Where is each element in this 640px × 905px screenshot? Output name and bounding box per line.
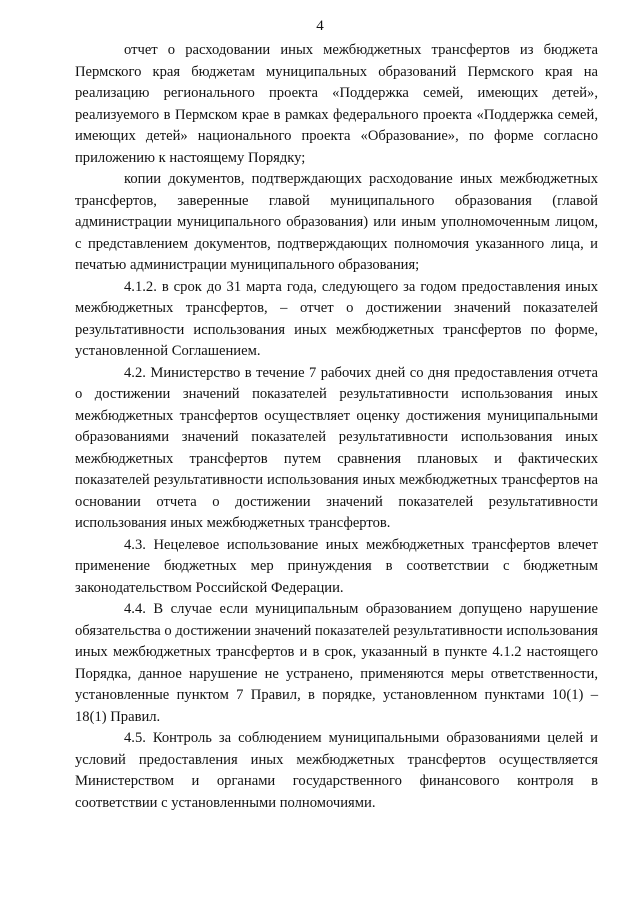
paragraph-4-3: 4.3. Нецелевое использование иных межбюджетных трансфертов влечет применение бюджетных мер принуждения в соответствии с бюджетным законодательством Российской Федерации.	[75, 536, 598, 596]
paragraph-4-4: 4.4. В случае если муниципальным образованием допущено нарушение обязательства о достижении значений показателей результативности использования иных межбюджетных трансфертов и в срок, указанный в пункте 4.1.2 настоящего Порядка, данное нарушение не устранено, применяются меры ответственности, установленные пунктом 7 Правил, в порядке, установленном пунктами 10(1) – 18(1) Правил.	[75, 601, 598, 725]
paragraph-document-copies: копии документов, подтверждающих расходование иных межбюджетных трансфертов, заверенные главой муниципального образования (главой администрации муниципального образования) или иным уполномоченным лицом, с представлением документов, подтверждающих полномочия указанного лица, и печатью администрации муниципального образования;	[75, 171, 598, 273]
paragraph-4-5: 4.5. Контроль за соблюдением муниципальными образованиями целей и условий предоставления иных межбюджетных трансфертов осуществляется Министерством и органами государственного финансового контроля в соответствии с установленными полномочиями.	[75, 730, 598, 811]
paragraph-4-2: 4.2. Министерство в течение 7 рабочих дней со дня предоставления отчета о достижении значений показателей результативности использования иных межбюджетных трансфертов осуществляет оценку достижения муниципальными образованиями значений показателей результативности использования иных межбюджетных трансфертов путем сравнения плановых и фактических показателей результативности использования иных межбюджетных трансфертов на основании отчета о достижении значений показателей результативности использования иных межбюджетных трансфертов.	[75, 364, 598, 531]
paragraph-4-1-2: 4.1.2. в срок до 31 марта года, следующего за годом предоставления иных межбюджетных трансфертов, – отчет о достижении значений показателей результативности использования иных межбюджетных трансфертов по форме, установленной Соглашением.	[75, 278, 598, 359]
document-body	[75, 40, 598, 814]
paragraph-report-spending: отчет о расходовании иных межбюджетных трансфертов из бюджета Пермского края бюджетам муниципальных образований Пермского края на реализацию регионального проекта «Поддержка семей, имеющих детей», реализуемого в Пермском крае в рамках федерального проекта «Поддержка семей, имеющих детей» национального проекта «Образование», по форме согласно приложению к настоящему Порядку;	[75, 42, 598, 166]
page-number: 4	[316, 18, 324, 34]
